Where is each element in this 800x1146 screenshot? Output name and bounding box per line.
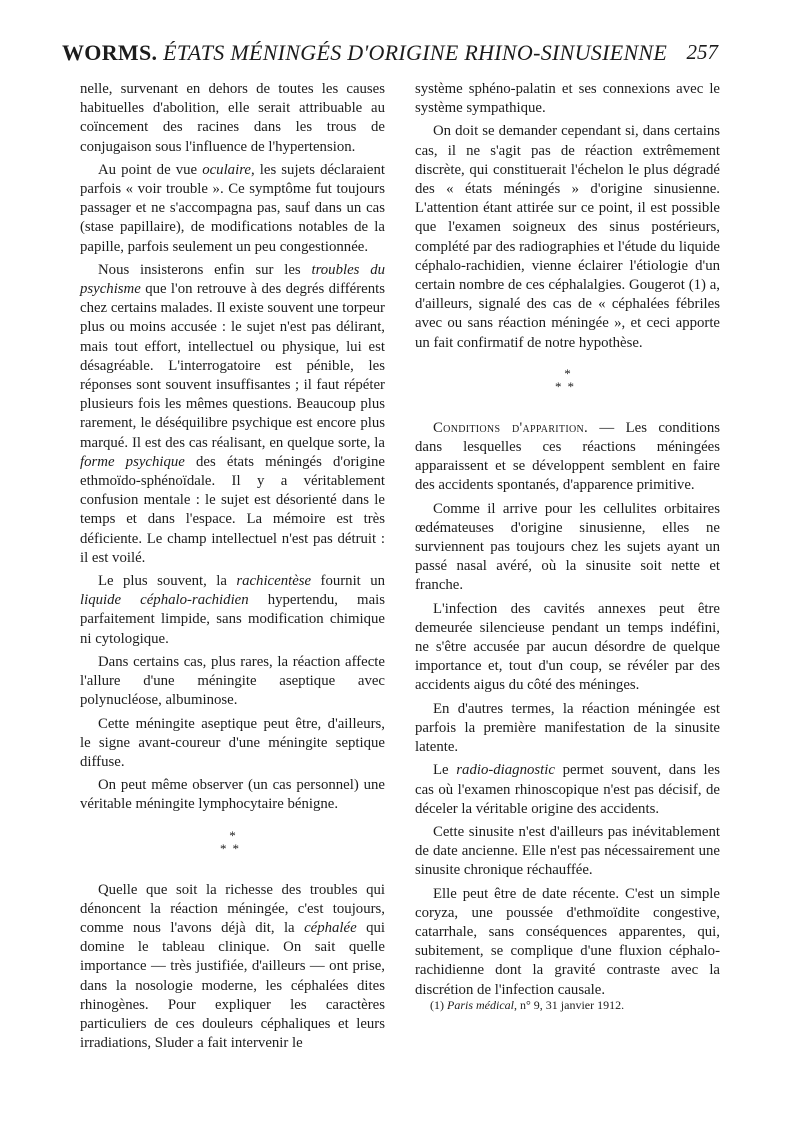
text-run: Le [433,762,457,779]
footnote-reference: Paris médical [447,998,514,1012]
running-head [62,40,667,66]
paragraph: Dans certains cas, plus rares, la réaction affecte l'allure d'une méningite aseptique avec polynucléose, albuminose. [80,653,385,709]
text-run: Le plus souvent, la [98,573,237,590]
text-run: Au point de vue [98,161,203,178]
paragraph: L'infection des cavités annexes peut être demeurée silencieuse pendant un temps indéfini, ne s'être accusée par aucun désordre de quelque importance et, tout d'un coup, se révéler par des accidents aigus du côté des méninges. [415,600,720,694]
text-run: permet souvent, dans les cas où l'examen rhinoscopique n'est pas décisif, de déceler la véritable origine des accidents. [415,762,720,817]
emphasis: céphalée [304,919,357,936]
page-number: 257 [686,40,718,64]
paragraph: Elle peut être de date récente. C'est un simple coryza, une poussée d'ethmoïdite congestive, catarrhale, sans conséquences apparentes, qui, subitement, se complique d'une fluxion céphalo-rachidienne dont la gravité contraste avec la discrétion de l'infection causale. [415,885,720,998]
paragraph [80,572,385,649]
text-run: des états méningés d'origine ethmoïdo-sphénoïdale. Il y a véritablement confusion mentale : le sujet est désorienté dans le temps et dans l'espace. La mémoire est très déficiente. Le champ intellectuel n'est pas détruit : il est voilé. [80,453,385,566]
text-run: , les sujets déclaraient parfois « voir trouble ». Ce symptôme fut toujours passager et ne s'accompagna pas, sauf dans un cas (stase papillaire), de modifications notables de la papille, parfois seulement un peu congestionnée. [80,161,385,255]
emphasis: liquide céphalo-rachidien [80,592,249,609]
right-column [415,80,720,1004]
text-run: qui domine le tableau clinique. On sait quelle importance — très justifiée, d'ailleurs — ont prise, dans la nosologie moderne, les céphalées dites rhinogènes. Pour expliquer les caractères particuliers de ces douleurs céphaliques et leurs irradiations, Sluder a fait intervenir le [80,919,385,1052]
asterism-top: * [564,365,571,381]
paragraph: On peut même observer (un cas personnel) une véritable méningite lymphocytaire bénigne. [80,777,385,813]
asterism-bottom: ** [555,378,580,394]
left-column [80,80,385,1057]
page-header [62,24,718,74]
emphasis: radio-diagnostic [456,762,555,779]
footnote-text: , n° 9, 31 janvier 1912. [514,998,625,1012]
text-run: que l'on retrouve à des degrés différents chez certains malades. Il existe souvent une torpeur plus ou moins accusée : le sujet n'est pas délirant, mais tout effort, intellectuel ou physique, lui est désagréable. L'interrogatoire est pénible, les réponses sont souvent insuffisantes ; il faut répéter plusieurs fois les mêmes questions. Beaucoup plus rarement, le déséquilibre psychique est encore plus marqué. Il est des cas réalisant, en quelque sorte, la [80,281,385,451]
running-head-title: ÉTATS MÉNINGÉS D'ORIGINE RHINO-SINUSIENNE [163,40,668,65]
emphasis: troubles du psychisme [80,261,385,298]
paragraph: système sphéno-palatin et ses connexions avec le système sympathique. [415,81,720,117]
footnote [430,998,730,1013]
text-run: — Les conditions dans lesquelles ces réactions méningées apparaissent et se développent semblent en faire des accidents spontanés, d'apparence primitive. [415,419,720,494]
paragraph [415,419,720,496]
text-run: Quelle que soit la richesse des troubles qui dénoncent la réaction méningée, c'est toujours, comme nous l'avons déjà dit, la [80,881,385,936]
paragraph [415,761,720,819]
running-head-author: WORMS. [62,40,158,65]
paragraph: nelle, survenant en dehors de toutes les causes habituelles d'abolition, elle serait attribuable au coïncement des racines dans les trous de conjugaison sous l'influence de l'hypertension. [80,81,385,155]
paragraph [80,161,385,257]
footnote-marker: (1) [430,998,447,1012]
section-asterism [80,829,385,855]
emphasis: rachicentèse [236,573,312,590]
paragraph: Comme il arrive pour les cellulites orbitaires œdémateuses d'origine sinusienne, elles ne surviennent pas toujours chez les sujets ayant un passé nasal avéré, où la sinusite soit nette et franche. [415,500,720,594]
paragraph [80,881,385,1054]
paragraph: Cette sinusite n'est d'ailleurs pas inévitablement de date ancienne. Elle n'est pas nécessairement une sinusite chronique réchauffée. [415,823,720,879]
emphasis: forme psychique [80,453,185,470]
paragraph: Cette méningite aseptique peut être, d'ailleurs, le signe avant-coureur d'une méningite septique diffuse. [80,715,385,770]
text-run: hypertendu, mais parfaitement limpide, sans modification chimique ni cytologique. [80,592,386,647]
paragraph: En d'autres termes, la réaction méningée est parfois la première manifestation de la sinusite latente. [415,700,720,756]
paragraph [80,261,385,568]
text-run: fournit un [311,573,385,590]
asterism-top: * [229,827,236,843]
text-run: Nous insisterons enfin sur les [98,261,312,278]
asterism-bottom: ** [220,840,245,856]
paragraph: On doit se demander cependant si, dans certains cas, il ne s'agit pas de réaction extrêmement discrète, qui constituerait l'échelon le plus dégradé des « états méningés » d'origine sinusienne. L'attention étant attirée sur ce point, il est possible que l'examen soigneux des sinus postérieurs, complété par des radiographies et l'étude du liquide céphalo-rachidien, vienne éclairer l'étiologie d'un certain nombre de ces céphalalgies. Gougerot (1) a, d'ailleurs, signalé des cas de « céphalées fébriles avec ou sans réaction méningée », et ceci apporte un fait confirmatif de notre hypothèse. [415,123,720,351]
emphasis: oculaire [202,161,251,178]
section-asterism [415,367,720,393]
section-heading: Conditions d'apparition. [433,419,589,436]
